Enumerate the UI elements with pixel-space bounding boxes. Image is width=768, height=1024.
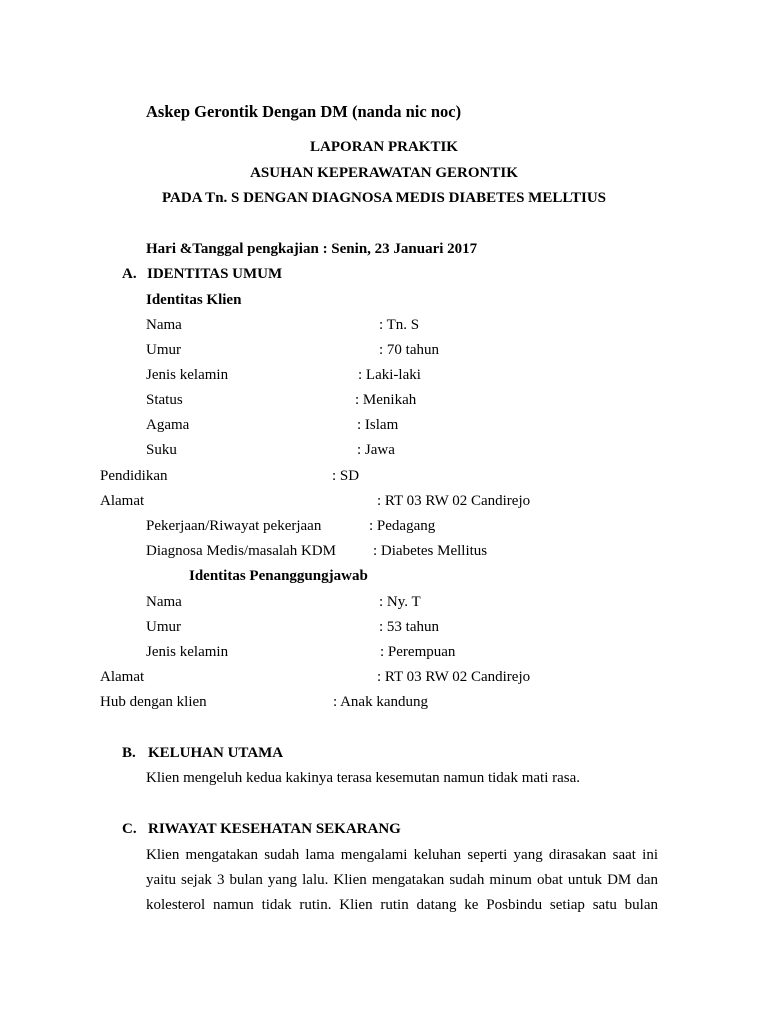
- document-title: Askep Gerontik Dengan DM (nanda nic noc): [146, 102, 462, 121]
- guardian-name-value: : Ny. T: [379, 594, 421, 610]
- guardian-name-label: Nama: [146, 594, 182, 610]
- section-c-letter: C.: [122, 821, 137, 837]
- client-education-label: Pendidikan: [100, 468, 168, 484]
- client-education-value: : SD: [332, 468, 360, 484]
- health-history-line-2: yaitu sejak 3 bulan yang lalu. Klien mengatakan sudah minum obat untuk DM dan: [146, 872, 658, 888]
- report-heading-line-1: LAPORAN PRAKTIK: [310, 139, 458, 155]
- client-address-label: Alamat: [100, 493, 145, 509]
- main-complaint-text: Klien mengeluh kedua kakinya terasa kesemutan namun tidak mati rasa.: [146, 770, 581, 786]
- client-age-label: Umur: [146, 342, 181, 358]
- client-occupation-label: Pekerjaan/Riwayat pekerjaan: [146, 518, 322, 534]
- client-status-value: : Menikah: [355, 392, 417, 408]
- client-religion-label: Agama: [146, 417, 190, 433]
- guardian-age-value: : 53 tahun: [379, 619, 439, 635]
- guardian-address-value: : RT 03 RW 02 Candirejo: [377, 669, 531, 685]
- section-b-letter: B.: [122, 745, 136, 761]
- section-a-heading: IDENTITAS UMUM: [147, 266, 283, 282]
- health-history-line-1: Klien mengatakan sudah lama mengalami keluhan seperti yang dirasakan saat ini: [146, 847, 658, 863]
- report-heading-line-2: ASUHAN KEPERAWATAN GERONTIK: [250, 165, 518, 181]
- client-gender-label: Jenis kelamin: [146, 367, 229, 383]
- guardian-gender-label: Jenis kelamin: [146, 644, 229, 660]
- guardian-relationship-label: Hub dengan klien: [100, 694, 207, 710]
- client-ethnicity-value: : Jawa: [357, 442, 395, 458]
- client-address-value: : RT 03 RW 02 Candirejo: [377, 493, 531, 509]
- client-diagnosis-value: : Diabetes Mellitus: [373, 543, 488, 559]
- section-a-letter: A.: [122, 266, 137, 282]
- guardian-identity-heading: Identitas Penanggungjawab: [189, 568, 368, 584]
- client-identity-heading: Identitas Klien: [146, 292, 242, 308]
- guardian-age-label: Umur: [146, 619, 181, 635]
- section-c-heading: RIWAYAT KESEHATAN SEKARANG: [148, 821, 401, 837]
- guardian-relationship-value: : Anak kandung: [333, 694, 428, 710]
- client-age-value: : 70 tahun: [379, 342, 439, 358]
- client-diagnosis-label: Diagnosa Medis/masalah KDM: [146, 543, 336, 559]
- client-ethnicity-label: Suku: [146, 442, 177, 458]
- report-heading-line-3: PADA Tn. S DENGAN DIAGNOSA MEDIS DIABETES MELLTIUS: [161, 190, 606, 206]
- health-history-line-3: kolesterol namun tidak rutin. Klien rutin datang ke Posbindu setiap satu bulan: [146, 897, 658, 913]
- assessment-date: Hari &Tanggal pengkajian : Senin, 23 Januari 2017: [146, 241, 478, 257]
- client-name-value: : Tn. S: [379, 317, 420, 333]
- client-religion-value: : Islam: [357, 417, 399, 433]
- client-status-label: Status: [146, 392, 183, 408]
- section-b-heading: KELUHAN UTAMA: [148, 745, 284, 761]
- guardian-address-label: Alamat: [100, 669, 145, 685]
- client-name-label: Nama: [146, 317, 182, 333]
- client-occupation-value: : Pedagang: [369, 518, 436, 534]
- guardian-gender-value: : Perempuan: [380, 644, 456, 660]
- client-gender-value: : Laki-laki: [358, 367, 421, 383]
